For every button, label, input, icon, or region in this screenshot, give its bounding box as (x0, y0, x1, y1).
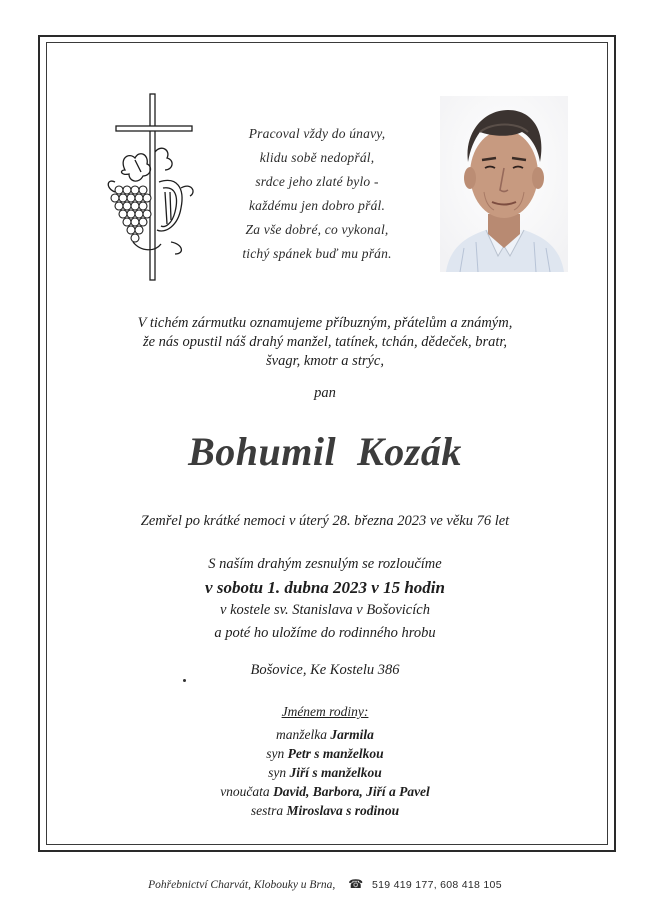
death-notice: Zemřel po krátké nemoci v úterý 28. března 2023 ve věku 76 let (140, 513, 510, 529)
relation: syn (268, 765, 290, 780)
funeral-home-footer (0, 877, 650, 892)
funeral-home-name: Pohřebnictví Charvát, Klobouky u Brna, (148, 879, 336, 891)
funeral-location: v kostele sv. Stanislava v Bošovicích (220, 602, 430, 618)
relation: syn (266, 746, 288, 761)
funeral-burial: a poté ho uložíme do rodinného hrobu (214, 625, 436, 641)
portrait-photo (440, 96, 568, 272)
cross-with-grapes-icon (95, 92, 205, 284)
announcement-line: že nás opustil náš drahý manžel, tatínek, tchán, dědeček, bratr, (142, 334, 508, 350)
poem-line: klidu sobě nedopřál, (259, 150, 375, 165)
title-pan: pan (314, 385, 336, 401)
family-heading: Jménem rodiny: (281, 704, 369, 719)
poem-line: každému jen dobro přál. (248, 198, 386, 213)
stray-dot (183, 679, 186, 682)
family-member (0, 725, 650, 744)
family-address: Bošovice, Ke Kostelu 386 (250, 662, 400, 678)
member-names: Miroslava s rodinou (286, 803, 400, 818)
member-names: Petr s manželkou (287, 746, 384, 761)
poem-line: srdce jeho zlaté bylo - (255, 174, 379, 189)
family-list (0, 702, 650, 820)
telephone-icon: ☎ (348, 877, 364, 891)
member-names: David, Barbora, Jiří a Pavel (273, 784, 430, 799)
announcement-line: V tichém zármutku oznamujeme příbuzným, přátelům a známým, (137, 315, 513, 331)
family-member (0, 782, 650, 801)
poem-line: Pracoval vždy do únavy, (248, 126, 386, 141)
phone-numbers: 519 419 177, 608 418 105 (372, 879, 502, 891)
announcement-line: švagr, kmotr a strýc, (265, 353, 384, 369)
family-member (0, 763, 650, 782)
memorial-poem (222, 122, 412, 266)
poem-line: Za vše dobré, co vykonal, (245, 222, 389, 237)
funeral-line: S naším drahým zesnulým se rozloučíme (208, 556, 442, 572)
relation: manželka (276, 727, 331, 742)
member-names: Jiří s manželkou (289, 765, 382, 780)
member-names: Jarmila (330, 727, 374, 742)
poem-line: tichý spánek buď mu přán. (242, 246, 392, 261)
announcement-text (100, 314, 550, 371)
family-member (0, 744, 650, 763)
funeral-details (0, 553, 650, 645)
relation: vnoučata (220, 784, 274, 799)
family-member (0, 801, 650, 820)
deceased-name: Bohumil Kozák (188, 429, 462, 474)
relation: sestra (250, 803, 287, 818)
funeral-date: v sobotu 1. dubna 2023 v 15 hodin (205, 578, 445, 597)
